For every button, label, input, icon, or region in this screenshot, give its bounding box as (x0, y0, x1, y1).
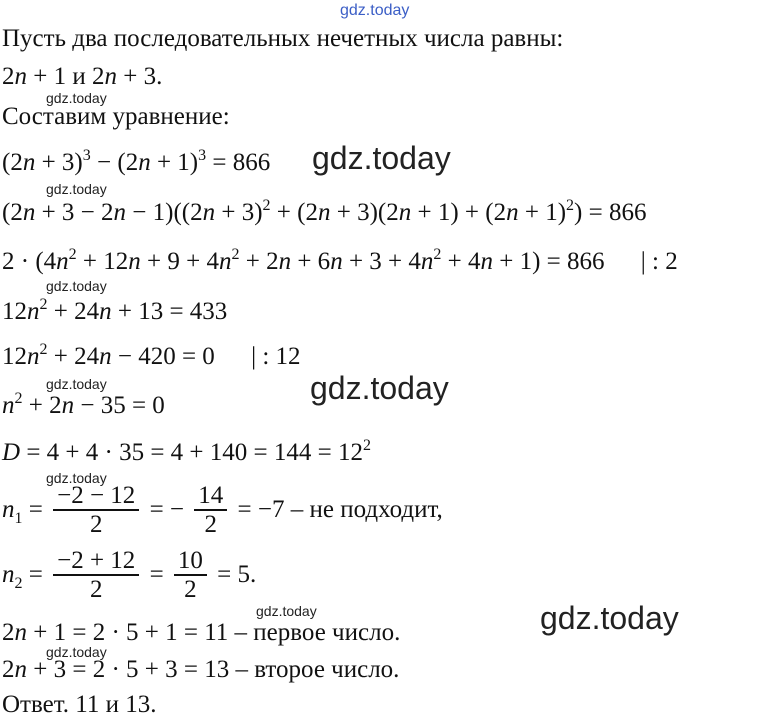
watermark-big: gdz.today (310, 370, 449, 406)
fraction: $\frac{10}{2}$ (174, 548, 207, 604)
watermark-small: gdz.today (46, 181, 107, 197)
watermark-small: gdz.today (46, 470, 107, 486)
root-2: $n_2$ = $\frac{-2 + 12}{2}$ = $\frac{10}{2}$ = 5. (2, 547, 257, 604)
watermark-top: gdz.today (340, 2, 410, 19)
root-1: $n_1$ = $\frac{-2 - 12}{2}$ = − $\frac{14}{2}$ = −7 – не подходит, (2, 482, 443, 539)
watermark-small: gdz.today (46, 278, 107, 294)
fraction: $\frac{14}{2}$ (194, 483, 227, 539)
intro-text: Пусть два последовательных нечетных числа равны: (2, 25, 564, 52)
discriminant: $D = 4 + 4 \cdot 35 = 4 + 140 = 144 = 12^2$ (2, 437, 371, 466)
watermark-small: gdz.today (46, 376, 107, 392)
first-label: – первое число. (228, 619, 401, 646)
equation-4: $12n^2 + 24n + 13 = 433$ (2, 296, 228, 325)
fraction: $\frac{-2 + 12}{2}$ (53, 548, 139, 604)
first-number: 2n + 1 = 2 · 5 + 1 = 11 – первое число. (2, 619, 401, 646)
second-label: – второе число. (229, 656, 400, 683)
fraction: $\frac{-2 - 12}{2}$ (53, 483, 139, 539)
compose-text: Составим уравнение: (2, 103, 230, 130)
equation-3: $2 \cdot (4n^2 + 12n + 9 + 4n^2 + 2n + 6n + 3 + 4n^2 + 4n + 1) = 866$ | : 2 (2, 246, 678, 275)
watermark-small: gdz.today (46, 90, 107, 106)
watermark-big: gdz.today (312, 140, 451, 176)
numbers-line: 2n + 1 и 2n + 3. (2, 63, 163, 90)
equation-1: $(2n + 3)^3 - (2n + 1)^3 = 866$ (2, 147, 271, 176)
equation-2: $(2n + 3 - 2n - 1)((2n + 3)^2 + (2n + 3)(2n + 1) + (2n + 1)^2) = 866$ (2, 197, 647, 226)
watermark-big: gdz.today (540, 600, 679, 636)
watermark-small: gdz.today (46, 644, 107, 660)
not-fit-label: – не подходит, (284, 496, 443, 523)
equation-6: $n^2 + 2n - 35 = 0$ (2, 390, 165, 419)
watermark-small: gdz.today (256, 603, 317, 619)
equation-5: $12n^2 + 24n - 420 = 0$ | : 12 (2, 341, 301, 370)
answer-text: Ответ. 11 и 13. (2, 691, 157, 718)
second-number: 2n + 3 = 2 · 5 + 3 = 13 – второе число. (2, 656, 400, 683)
